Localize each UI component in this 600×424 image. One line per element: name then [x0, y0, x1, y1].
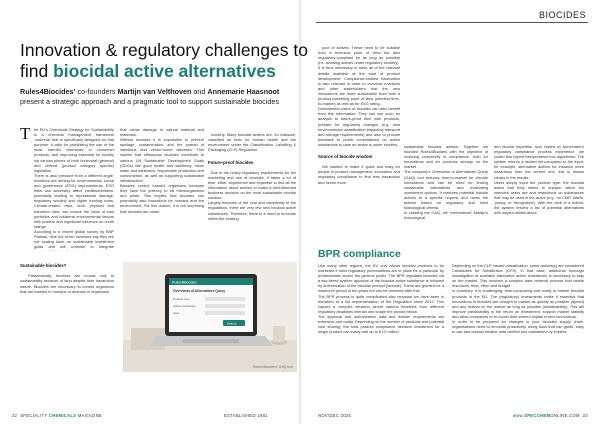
section-label: BIOCIDES — [538, 10, 586, 20]
body-column-1b — [20, 251, 114, 387]
body-column-3-tail: Due to the heavy regulatory requirements for the marketing and use of biocides, it takes a lot of time, effort, experience and expertise to find all the information about actives to make a well-informed business decision on the most sustainable biocide solution. Largely because of the cost and complexity of the regulations, there are very few new biocidal active substances. Therefore, there is a need to innovate within the existing — [208, 169, 296, 221]
body-column-4-tail: We wanted to make it quick and easy for people in product management, innovation and regulatory compliance to find less hazardous and hence more — [318, 164, 400, 185]
headline-line1: Innovation & regulatory challenges to — [20, 40, 308, 60]
bpr-heading: BPR compliance — [318, 248, 401, 260]
drop-cap: T — [20, 124, 31, 143]
body-column-2: that cause damage to natural material and materials. Without biocides it is impossible to prevent spoilage, contamination, and the spread of infectious and vector-borne diseases. This implies that efficacious biocides contribute to various UN Sustainable Development Goals (SDGs) like good health and wellbeing, clean water and sanitation, responsible production and consumption, as well as supporting sustainable infrastructure. Biocides control harmful organisms because they have the potency to kill microorganisms and pests. This implies that biocides can potentially also hazardous for humans and the environment. For this reason, it is not surprising that biocides are under — [120, 127, 204, 214]
app-row-1-label: Product type — [173, 297, 190, 301]
body-column-1a: he EU's Chemicals Strategy for Sustainability is a chemical management framework ‘umbrella’ that is specifically designed for that purpose. It calls for prohibiting the use of the most harmful chemicals in consumer products, and improving essential for society via various pieces of both horizontal (general) and vertical (product category specific) legislation. There is also pressure from a different angle. Investors are aiming for environmental, social and governance (ESG) improvements. ESG risks can adversely affect creditworthiness, potentially leading to reputational damage, regulatory scrutiny and higher funding costs. Climate-related risks, such physical and transition risks, can reduce the value of loan portfolios and collateral environmental factors with positive and significant influence on credit ratings. According to a recent global survey by BNP Paribas, nine out of ten investors say they are not scaling back on sustainable investment goals and will continue to integrate — [34, 127, 114, 250]
app-search-label: Search — [227, 321, 237, 326]
page-number-right: 23 — [582, 413, 588, 418]
magazine-name-prefix: SPECIALITY — [20, 413, 49, 418]
standfirst-tail: present a strategic approach and a pragmatic tool to support sustainable biocides — [20, 96, 279, 106]
subhead-source-of-wisdom: Source of biocide wisdom — [318, 154, 373, 160]
body-column-3 — [208, 127, 296, 259]
magazine-name-bold: CHEMICALS — [48, 413, 77, 418]
headline — [20, 40, 310, 82]
footer-established: ESTABLISHED 1981 — [224, 413, 268, 418]
standfirst — [20, 87, 290, 106]
bpr-column-1: Like many other regions, the EU only allows biocidal products to be marketed if strict regulatory preconditions are in place for a particular by professionals and/or the general public. The BPR regulates biocides via a two-tiered system: approval of the biocidal active substance is followed by authorisation of the biocidal product (biocide). These are granted for a maximum period of ten years but can be renewed after this. The BPR process is quite complicated also because we have been in transition to a full implementation of the Regulation since 2012. This causes a complex situation where various timelines from different regulatory deadlines interact and shape the picture below. The approval and authorisation data and dossier requirements are extensive and costly. Depending on the number of products and potential cost sharing, the total product compliance decision investment for a single product can easily add up to €1.5 million. — [318, 263, 444, 335]
subhead-sustainable-biocides: Sustainable biocides? — [20, 263, 67, 269]
headline-line2-prefix: find — [20, 61, 54, 81]
website-suffix: ONLINE.COM — [550, 413, 580, 418]
laptop-keys — [183, 339, 239, 343]
footer-left — [12, 413, 102, 418]
magazine-name-suffix: MAGAZINE — [76, 413, 103, 418]
cup-body — [273, 326, 285, 342]
body-column-1-tail: Paradoxically, biocides are crucial only to sustainability because of land despite their hazardous nature. Biocides are necessary to control organisms that are harmful to humans or animals or organisms — [20, 273, 114, 294]
body-column-5: sustainable biocidal actives. Together we founded Rules4Biocides with the objective of reducing complexity in compliance, both for innovations and for products already on the market. The company's Overviews of Alternatives Query (OAQ) tool reduces time-to-market for biocide innovations and can be used for finding sustainable alternatives and evaluating investment options. It matches potential biocide actives to a specific request and ranks the actives based on regulatory and strict toxicological criteria. In creating the OAQ, we ‘externalised’ Martijn's toxicological — [404, 144, 488, 221]
section-rule — [316, 22, 588, 23]
standfirst-and: and — [191, 87, 208, 96]
app-brand: Rules4Biocides — [172, 280, 197, 285]
app-row-3-label: User — [173, 311, 180, 315]
app-heading: Overviews of Alternatives Query — [173, 289, 226, 293]
headline-emphasis: biocidal active alternatives — [53, 61, 276, 81]
author-1: Martijn van Velthoven — [117, 87, 192, 96]
body-column-4-text: pool of actives. These need to be suitable from a technical point of view but also regulatory-compliant for as long as possible (i.e. avoiding actives under regulatory scrutiny). It is thus necessary to have all of the relevant details available at the start of product development. Compliance-related information is also relevant in order to convince investors and other stakeholders that the new innovations are more sustainable from both a product-marketing point of view (shortest time-to-market) as well as for ESG rating. Downstream users of biocides can also benefit from this information. They can use such an analysis to future-proof their own products, prepare for regulatory changes (e.g. new environmental classification impacting transport and storage requirements) and also to provide feedback to public consultations on active substances in case an active is under scrutiny. — [318, 45, 400, 147]
body-column-6: and biocide expertise. And, based on Annemarie's regulatory compliance process experience, we coded this expert interpretation into algorithms. The system returns a ranked list compared to the input, for example, alternative actives for instance more hazardous than the current one, this is shown clearly in the results. Users simply input the product type, the biocidal active that they intend to replace, which the intended users are and restrictions on substances that may be used in the active (e.g. ‘no CMR’ labels, ‘young’ or ‘recognised’). With the click of a button, the system returns a list of potential alternatives with helpful details about — [494, 144, 584, 216]
website-bold: SPECCHEM — [524, 413, 551, 418]
author-2: Annemarie Haasnoot — [207, 87, 280, 96]
website-prefix: www. — [512, 413, 525, 418]
subhead-future-proof: Future-proof biocides — [208, 159, 254, 165]
image-caption: Rules4Biocides’ OAQ tool — [252, 365, 293, 369]
product-screenshot-photo — [123, 262, 297, 372]
body-column-3-text: scrutiny. Many biocidal actives are, for instance, classified as toxic for human health and the environment under the Classification, Labelling & Packaging (CLP) Regulation. — [208, 132, 296, 153]
body-column-4 — [318, 40, 400, 240]
standfirst-company: Rules4Biocides’ — [20, 87, 76, 96]
app-input-2 — [205, 304, 245, 308]
standfirst-text: co-founders — [75, 87, 118, 96]
page-number-left: 22 — [12, 413, 18, 418]
app-row-2-label: Active substance — [173, 304, 196, 308]
footer-right — [513, 413, 588, 418]
app-input-3 — [205, 311, 245, 315]
app-input-1 — [205, 297, 245, 301]
footer-issue-date: NOV/DEC 2025 — [318, 413, 352, 418]
laptop-illustration — [123, 262, 297, 372]
bpr-column-2: Depending on the CLP hazard classification, some actives(s) are considered Candidates for Substitution (CFS). In that case, additional thorough investigation of available alternative active substances is necessary to stay on the market. This involves a complex data retrieval process that needs resources, time, effort and budget. In summary, it is challenging, time-consuming and costly to market biocidal products in the EU. The (regulatory) investments make it essential that innovations in biocides are brought to market as quickly as possible (speed) and any actives on the market as long as possible (sustainability). This will improve predictability in the return on investment, support market stability and allow companies to re-invest their earned capital in new innovations. In order to be prepared for changes in your biocides supply chain, organisations need to innovate proactively, using tools that can guide, easy to use and contain reliable data verified and maintained by experts. — [452, 263, 584, 335]
